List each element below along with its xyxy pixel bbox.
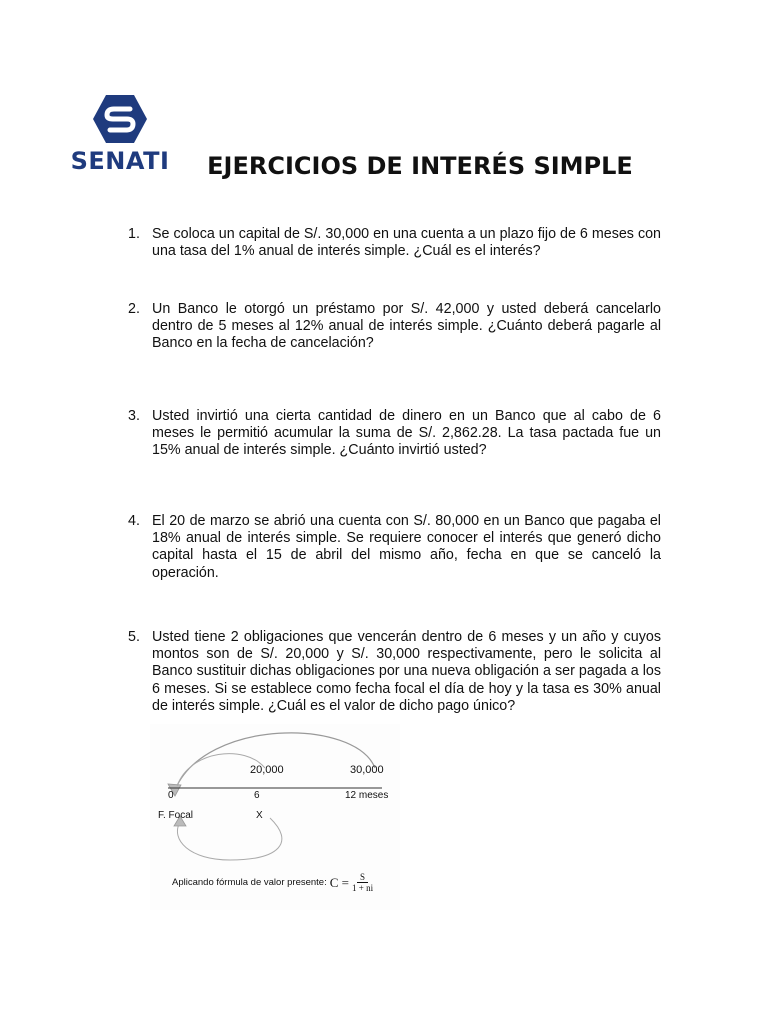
formula-text: Aplicando fórmula de valor presente: [172,877,327,888]
senati-logo [70,94,170,175]
exercise-5 [128,629,661,715]
formula-numerator: S [357,872,368,883]
exercise-number: 3. [128,408,140,424]
exercise-number: 1. [128,226,140,242]
exercise-1 [128,226,661,260]
exercise-text: Usted invirtió una cierta cantidad de dinero en un Banco que al cabo de 6 meses le permitió acumular la suma de S/. 2,862.28. La tasa pactada fue un 15% anual de interés simple. ¿Cuánto invirtió usted? [152,408,661,459]
exercise-text: Usted tiene 2 obligaciones que vencerán dentro de 6 meses y un año y cuyos montos son de S/. 20,000 y S/. 30,000 respectivamente, pero le solicita al Banco sustituir dichas obligaciones por una nueva obligación a ser pagada a los 6 meses. Si se establece como fecha focal el día de hoy y la tasa es 30% anual de interés simple. ¿Cuál es el valor de dicho pago único? [152,629,661,714]
senati-emblem-icon [92,94,148,144]
present-value-formula [172,872,373,893]
exercise-number: 4. [128,513,140,529]
exercise-text: Un Banco le otorgó un préstamo por S/. 42,000 y usted deberá cancelarlo dentro de 5 meses al 12% anual de interés simple. ¿Cuánto deberá pagarle al Banco en la fecha de cancelación? [152,301,661,352]
exercise-text: Se coloca un capital de S/. 30,000 en una cuenta a un plazo fijo de 6 meses con una tasa del 1% anual de interés simple. ¿Cuál es el interés? [152,226,661,260]
x-label: X [256,810,263,821]
page-title: EJERCICIOS DE INTERÉS SIMPLE [207,152,633,180]
tick-0: 0 [168,790,174,801]
formula-fraction [352,872,373,893]
tick-12: 12 meses [345,790,389,801]
focal-label: F. Focal [158,810,194,821]
amount-20000: 20,000 [250,764,284,776]
arc-x-to-focal [177,818,281,860]
arc-30000-to-focal [175,733,375,790]
exercise-3 [128,408,661,460]
logo-text: SENATI [70,147,170,175]
exercise-number: 2. [128,301,140,317]
timeline-diagram [150,724,400,910]
exercise-number: 5. [128,629,140,645]
exercise-text: El 20 de marzo se abrió una cuenta con S/. 80,000 en un Banco que pagaba el 18% anual de interés simple. Se requiere conocer el interés que generó dicho capital hasta el 15 de abril del mismo año, fecha en que se canceló la operación. [152,513,661,581]
exercise-2 [128,301,661,353]
exercise-4 [128,513,661,582]
tick-6: 6 [254,790,260,801]
formula-lhs: C = [329,874,349,890]
amount-30000: 30,000 [350,764,384,776]
formula-denominator: 1 + ni [352,883,374,893]
